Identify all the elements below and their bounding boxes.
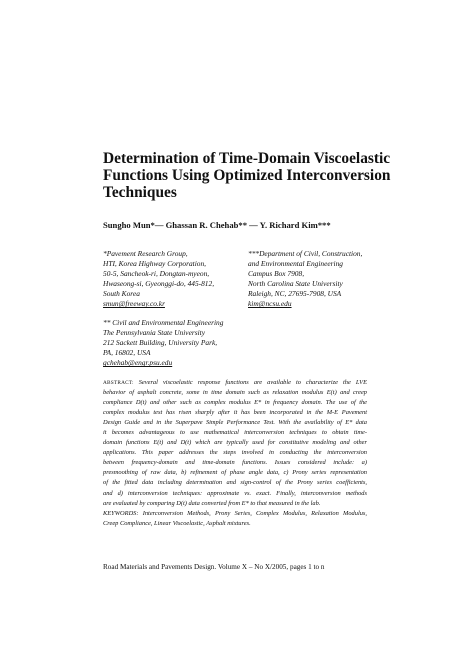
affiliation-line: Campus Box 7908, [248,269,305,279]
title-line: Functions Using Optimized Interconversion [103,167,391,184]
keywords-line: Creep Compliance, Linear Viscoelastic, Asphalt mixtures. [103,519,251,527]
affiliation-line: Hwaseong-si, Gyeonggi-do, 445-812, [103,279,215,289]
affiliation-third [103,318,223,368]
author-list: Sungho Mun*— Ghassan R. Chehab** — Y. Richard Kim*** [103,220,331,230]
abstract-line: are evaluated by comparing D(t) data converted from E* to that measured in the lab. [103,499,321,507]
affiliation-line: North Carolina State University [248,279,343,289]
abstract-line: and d) interconversion techniques: approximate vs. exact. Finally, interconversion methods [103,489,367,497]
abstract-line: Design Guide and in the Superpave Simple Performance Test. With the availability of E* data [103,419,367,427]
title-line: Techniques [103,184,177,201]
abstract-line: behavior of asphalt concrete, some in time domain such as relaxation modulus E(t) and creep [103,389,367,397]
keywords-line: KEYWORDS: Interconversion Methods, Prony Series, Complex Modulus, Relaxation Modulus, [103,509,367,517]
affiliation-line: *Pavement Research Group, [103,249,188,258]
abstract-line: it becomes advantageous to use mathematical interconversion techniques to obtain time- [103,429,367,437]
abstract-label: ABSTRACT: [103,380,134,386]
title-line: Determination of Time-Domain Viscoelastic [103,150,391,167]
email-link[interactable]: gchehab@engr.psu.edu [103,358,173,368]
affiliation-line: ***Department of Civil, Construction, [248,249,363,258]
affiliation-line: The Pennsylvania State University [103,328,206,338]
affiliation-line: ** Civil and Environmental Engineering [103,318,224,327]
affiliation-line: and Environmental Engineering [248,259,343,269]
abstract-line: compliance D(t) and other such as complex modulus E* in frequency domain. The use of the [103,399,367,407]
abstract-line: complex modulus test has risen sharply after it has been incorporated in the M-E Pavement [103,409,367,417]
affiliation-line: 50-5, Sancheok-ri, Dongtan-myeon, [103,269,210,279]
email-link[interactable]: smun@freeway.co.kr [103,299,165,309]
abstract-line: applications. This paper addresses the steps involved in conducting the interconversion [103,449,367,457]
abstract-text: Several viscoelastic response functions are available to characterize the LVE [133,379,367,386]
abstract-line: presmoothing of raw data, b) refinement of phase angle data, c) Prony series representation [103,469,367,477]
abstract-line: of the fitted data including determination and sign-control of the Prony series coefficients, [103,479,367,487]
affiliation-line: 212 Sackett Building, University Park, [103,338,218,348]
affiliation-line: South Korea [103,289,140,299]
abstract-line [103,378,367,388]
email-link[interactable]: kim@ncsu.edu [248,299,292,309]
abstract [103,378,367,529]
affiliation-second [248,249,362,310]
paper-title [103,150,403,201]
affiliation-line: PA, 16802, USA [103,348,151,358]
affiliation-line: HTI, Korea Highway Corporation, [103,259,206,269]
affiliation-first [103,249,214,310]
affiliation-line: Raleigh, NC, 27695-7908, USA [248,289,342,299]
abstract-line: domain functions E(t) and D(t) which are typically used for constitutive modeling and other [103,439,367,447]
abstract-line: between frequency-domain and time-domain functions. Issues considered include: a) [103,459,367,467]
journal-footer: Road Materials and Pavements Design. Volume X – No X/2005, pages 1 to n [103,563,325,571]
